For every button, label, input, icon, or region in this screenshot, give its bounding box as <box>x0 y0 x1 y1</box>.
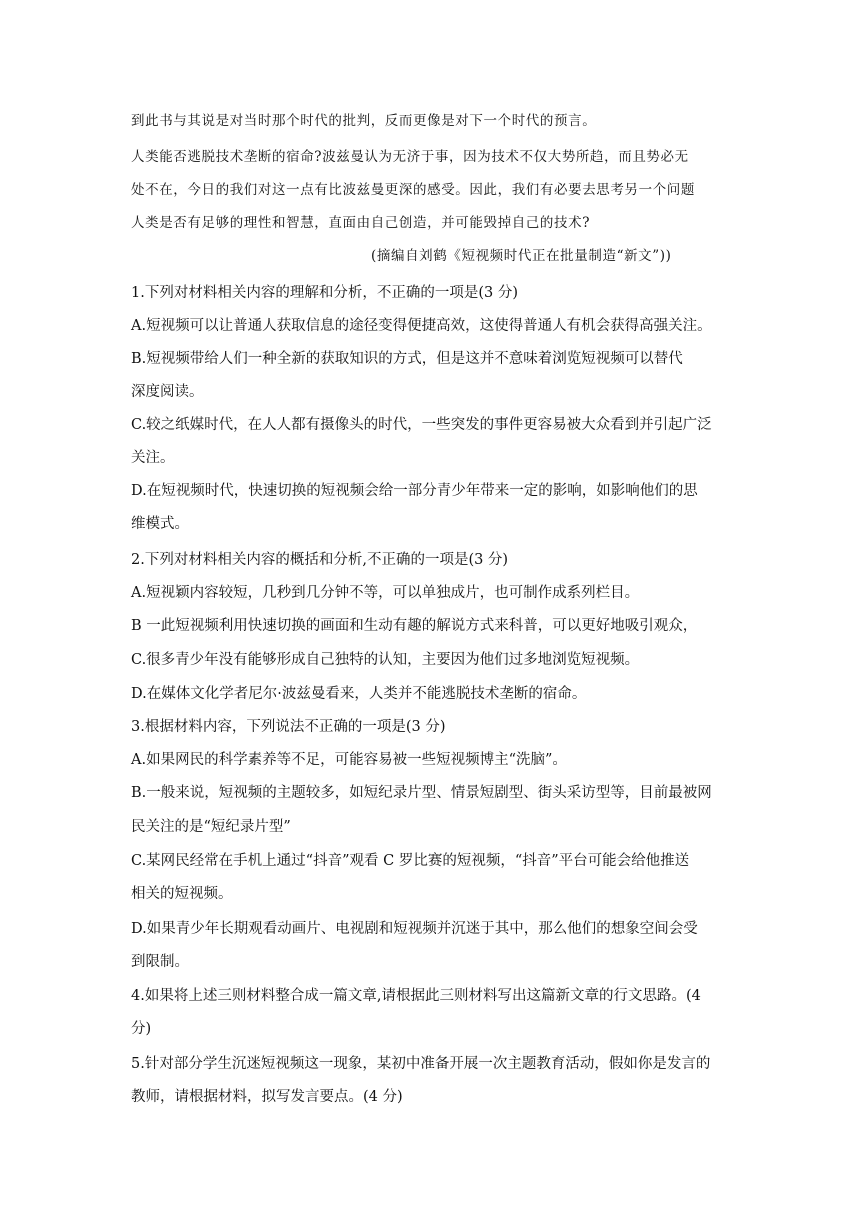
question-1-option-d-cont: 维模式。 <box>131 516 189 532</box>
question-4-line-1: 4.如果将上述三则材料整合成一篇文章,请根据此三则材料写出这篇新文章的行文思路。(4 <box>131 988 701 1004</box>
question-3-stem: 3.根据材料内容，下列说法不正确的一项是(3 分) <box>131 719 446 735</box>
question-3-option-d: D.如果青少年长期观看动画片、电视剧和短视频并沉迷于其中，那么他们的想象空间会受 <box>131 921 698 937</box>
question-1-option-b: B.短视频带给人们一种全新的获取知识的方式，但是这并不意味着浏览短视频可以替代 <box>131 351 683 367</box>
question-3-option-d-cont: 到限制。 <box>131 954 189 970</box>
question-3-option-c-cont: 相关的短视频。 <box>131 886 233 902</box>
question-2-option-c: C.很多青少年没有能够形成自己独特的认知，主要因为他们过多地浏览短视频。 <box>131 652 640 668</box>
passage-source: (摘编自刘鹤《短视频时代正在批量制造“新文”)) <box>371 248 672 264</box>
question-1-option-d: D.在短视频时代，快速切换的短视频会给一部分青少年带来一定的影响，如影响他们的思 <box>131 483 698 499</box>
question-1-option-b-cont: 深度阅读。 <box>131 384 204 400</box>
question-2-stem: 2.下列对材料相关内容的概括和分析,不正确的一项是(3 分) <box>131 552 509 568</box>
question-1-option-c: C.较之纸媒时代，在人人都有摄像头的时代，一些突发的事件更容易被大众看到并引起广泛 <box>131 417 712 433</box>
question-1-option-c-cont: 关注。 <box>131 450 175 466</box>
question-1-option-a: A.短视频可以让普通人获取信息的途径变得便捷高效，这使得普通人有机会获得高强关注。 <box>131 318 712 334</box>
question-3-option-b: B.一般来说，短视频的主题较多，如短纪录片型、情景短剧型、街头采访型等，目前最被网 <box>131 785 712 801</box>
passage-line-3: 处不在，今日的我们对这一点有比波兹曼更深的感受。因此，我们有必要去思考另一个问题 <box>131 182 695 198</box>
question-4-line-2: 分) <box>131 1021 152 1037</box>
passage-line-1: 到此书与其说是对当时那个时代的批判，反而更像是对下一个时代的预言。 <box>131 113 597 129</box>
question-2-option-b: B 一此短视频利用快速切换的画面和生动有趣的解说方式来科普，可以更好地吸引观众， <box>131 618 698 634</box>
question-2-option-d: D.在媒体文化学者尼尔·波兹曼看来，人类并不能逃脱技术垄断的宿命。 <box>131 686 587 702</box>
question-5-line-2: 教师，请根据材料，拟写发言要点。(4 分) <box>131 1089 403 1105</box>
question-2-option-a: A.短视颖内容较短，几秒到几分钟不等，可以单独成片，也可制作成系列栏目。 <box>131 585 640 601</box>
question-3-option-c: C.某网民经常在手机上通过“抖音”观看 C 罗比赛的短视频，“抖音”平台可能会给他推送 <box>131 853 690 869</box>
question-5-line-1: 5.针对部分学生沉迷短视频这一现象，某初中准备开展一次主题教育活动，假如你是发言的 <box>131 1056 711 1072</box>
question-3-option-b-cont: 民关注的是“短纪录片型” <box>131 819 291 835</box>
passage-line-4: 人类是否有足够的理性和智慧，直面由自己创造，并可能毁掉自己的技术? <box>131 215 591 231</box>
passage-line-2: 人类能否逃脱技术垄断的宿命?波兹曼认为无济于事，因为技术不仅大势所趋，而且势必无 <box>131 149 689 165</box>
question-3-option-a: A.如果网民的科学素养等不足，可能容易被一些短视频博主“洗脑”。 <box>131 752 567 768</box>
question-1-stem: 1.下列对材料相关内容的理解和分析，不正确的一项是(3 分) <box>131 285 518 301</box>
